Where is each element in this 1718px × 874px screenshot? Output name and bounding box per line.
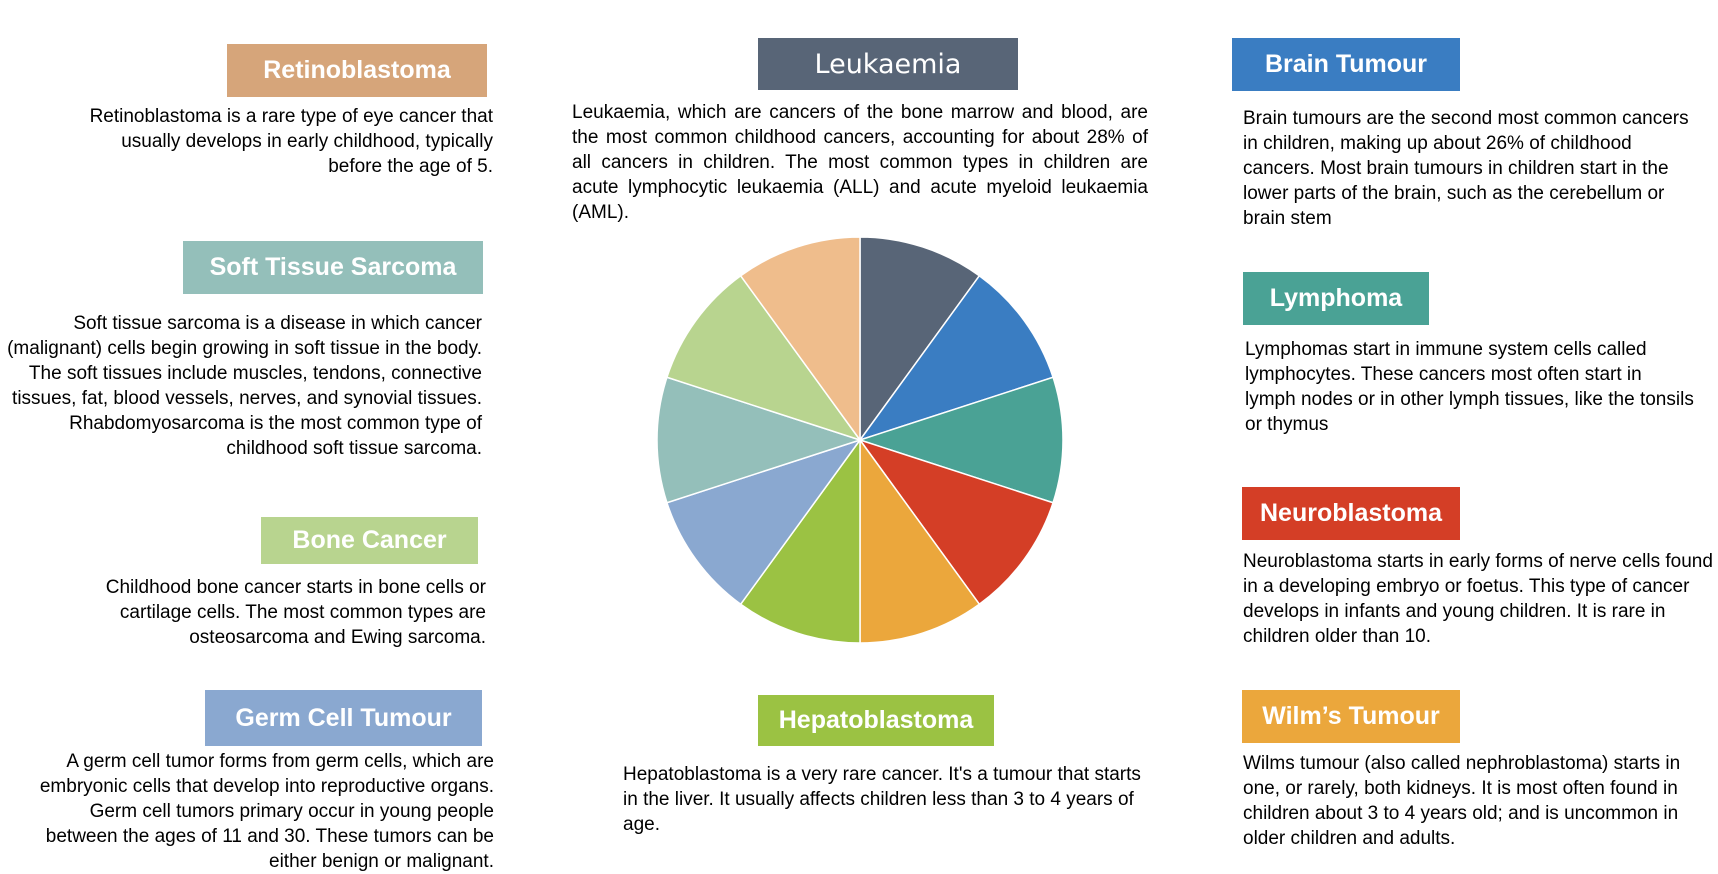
title-wilms-tumour: Wilm’s Tumour	[1242, 690, 1460, 743]
title-leukaemia: Leukaemia	[758, 38, 1018, 90]
title-lymphoma: Lymphoma	[1243, 272, 1429, 325]
desc-germ-cell-tumour: A germ cell tumor forms from germ cells, which are embryonic cells that develop into reproductive organs. Germ cell tumors primary occur in young people between the ages of 11 and 30. These tumors can be either benign or malignant.	[39, 751, 494, 872]
title-brain-tumour: Brain Tumour	[1232, 38, 1460, 91]
desc-leukaemia: Leukaemia, which are cancers of the bone marrow and blood, are the most common childhood cancers, accounting for about 28% of all cancers in children. The most common types in children are acute lymphocytic leukaemia (ALL) and acute myeloid leukaemia (AML).	[572, 102, 1148, 223]
title-neuroblastoma: Neuroblastoma	[1242, 487, 1460, 540]
desc-lymphoma: Lymphomas start in immune system cells called lymphocytes. These cancers most often start in lymph nodes or in other lymph tissues, like the tonsils or thymus	[1245, 339, 1694, 435]
title-soft-tissue-sarcoma: Soft Tissue Sarcoma	[183, 241, 483, 294]
desc-soft-tissue-sarcoma: Soft tissue sarcoma is a disease in which cancer (malignant) cells begin growing in soft tissue in the body. The soft tissues include muscles, tendons, connective tissues, fat, blood vessels, nerves, and synovial tissues. Rhabdomyosarcoma is the most common type of childhood soft tissue sarcoma.	[7, 313, 482, 459]
title-retinoblastoma: Retinoblastoma	[227, 44, 487, 97]
desc-wilms-tumour: Wilms tumour (also called nephroblastoma) starts in one, or rarely, both kidneys. It is most often found in children about 3 to 4 years old; and is uncommon in older children and adults.	[1243, 753, 1681, 849]
desc-neuroblastoma: Neuroblastoma starts in early forms of nerve cells found in a developing embryo or foetus. This type of cancer develops in infants and young children. It is rare in children older than 10.	[1243, 551, 1713, 647]
desc-retinoblastoma: Retinoblastoma is a rare type of eye cancer that usually develops in early childhood, typically before the age of 5.	[89, 106, 493, 177]
desc-bone-cancer: Childhood bone cancer starts in bone cells or cartilage cells. The most common types are osteosarcoma and Ewing sarcoma.	[105, 577, 486, 648]
desc-hepatoblastoma: Hepatoblastoma is a very rare cancer. It's a tumour that starts in the liver. It usually affects children less than 3 to 4 years of age.	[623, 764, 1141, 835]
desc-brain-tumour: Brain tumours are the second most common cancers in children, making up about 26% of childhood cancers. Most brain tumours in children start in the lower parts of the brain, such as the cerebellum or brain stem	[1243, 108, 1689, 229]
title-hepatoblastoma: Hepatoblastoma	[758, 695, 994, 746]
cancer-types-pie-chart	[650, 230, 1070, 650]
title-bone-cancer: Bone Cancer	[261, 517, 478, 564]
title-germ-cell-tumour: Germ Cell Tumour	[205, 690, 482, 746]
